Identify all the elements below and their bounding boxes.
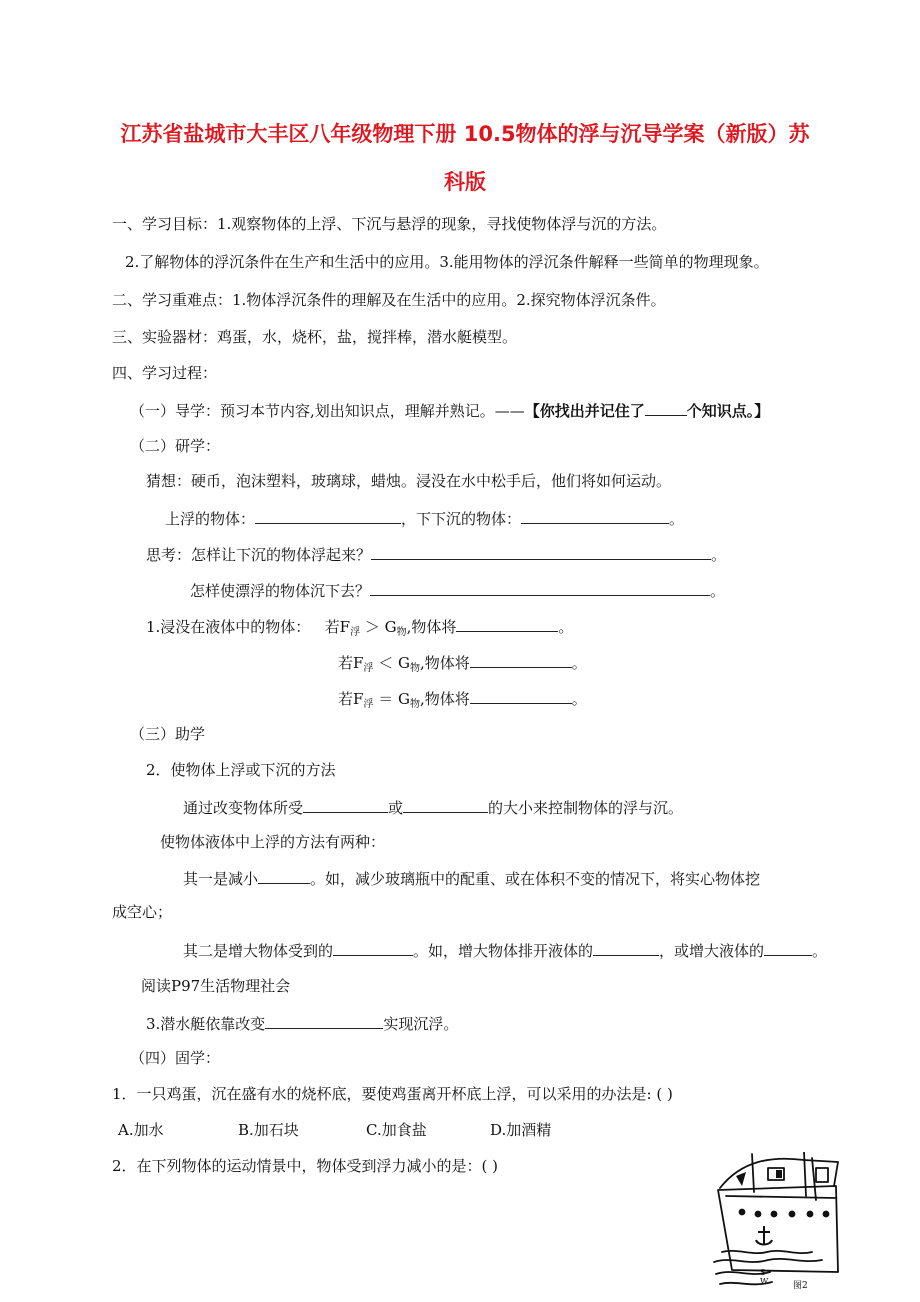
sink-label: ，下下沉的物体： bbox=[401, 510, 522, 528]
key-points: 二、学习重难点：1.物体浮沉条件的理解及在生活中的应用。2.探究物体浮沉条件。 bbox=[112, 291, 666, 309]
way-2-blank-1[interactable] bbox=[333, 940, 413, 956]
period: 。 bbox=[669, 510, 685, 528]
control-blank-2[interactable] bbox=[403, 797, 488, 813]
reading-text: 阅读P97生活物理社会 bbox=[141, 977, 291, 995]
condition-1-blank[interactable] bbox=[456, 616, 558, 632]
ship-illustration bbox=[712, 1152, 842, 1292]
control-text-a: 通过改变物体所受 bbox=[183, 799, 304, 817]
equal-g: ＝ G bbox=[378, 690, 410, 708]
condition-2-blank[interactable] bbox=[470, 652, 572, 668]
question-1-options bbox=[118, 1120, 570, 1140]
think-answer-2-blank[interactable] bbox=[370, 580, 710, 596]
object-will: ,物体将 bbox=[406, 618, 457, 636]
period: 。 bbox=[711, 546, 727, 564]
think-answer-1-blank[interactable] bbox=[371, 544, 711, 560]
subscript-float: 浮 bbox=[363, 699, 374, 710]
figure-marks: S W bbox=[760, 1268, 769, 1286]
help-heading: （三）助学 bbox=[130, 725, 206, 743]
period: 。 bbox=[571, 654, 587, 672]
submarine-row bbox=[146, 1013, 458, 1034]
way-1-row bbox=[183, 868, 760, 889]
condition-row-1 bbox=[146, 616, 573, 643]
way-2-blank-2[interactable] bbox=[593, 940, 659, 956]
float-objects-blank[interactable] bbox=[255, 508, 401, 524]
subscript-float: 浮 bbox=[350, 627, 361, 638]
period: 。 bbox=[812, 942, 828, 960]
submarine-text-b: 实现沉浮。 bbox=[383, 1015, 459, 1033]
question-2: 2．在下列物体的运动情景中，物体受到浮力减小的是：( ) bbox=[112, 1157, 499, 1175]
way-2-blank-3[interactable] bbox=[764, 940, 812, 956]
condition-intro: 1.浸没在液体中的物体： bbox=[146, 618, 311, 636]
document-title-line2: 科版 bbox=[444, 170, 486, 194]
question-1: 1．一只鸡蛋，沉在盛有水的烧杯底，要使鸡蛋离开杯底上浮，可以采用的办法是: ( ) bbox=[112, 1085, 673, 1103]
method-title: 2．使物体上浮或下沉的方法 bbox=[146, 761, 336, 779]
condition-row-3 bbox=[338, 688, 587, 715]
think-question-1: 思考：怎样让下沉的物体浮起来？ bbox=[146, 546, 372, 564]
document-title-line1: 江苏省盐城市大丰区八年级物理下册 10.5物体的浮与沉导学案（新版）苏 bbox=[120, 122, 810, 146]
subscript-object: 物 bbox=[409, 699, 420, 710]
guide-bold-a: 【你找出并记住了 bbox=[524, 402, 645, 420]
option-b[interactable]: B.加石块 bbox=[238, 1121, 299, 1139]
control-blank-1[interactable] bbox=[303, 797, 388, 813]
way-2-row bbox=[183, 940, 827, 961]
option-c[interactable]: C.加食盐 bbox=[366, 1121, 427, 1139]
period: 。 bbox=[710, 582, 726, 600]
float-label: 上浮的物体： bbox=[165, 510, 256, 528]
object-will: ,物体将 bbox=[419, 654, 470, 672]
float-sink-row bbox=[165, 508, 684, 529]
way-2-text-c: ，或增大液体的 bbox=[659, 942, 765, 960]
think-row-2 bbox=[190, 580, 725, 601]
condition-if-f: 若F bbox=[324, 618, 351, 636]
submarine-text-a: 3.潜水艇依靠改变 bbox=[146, 1015, 266, 1033]
figure-label: 图2 bbox=[793, 1281, 808, 1291]
option-a[interactable]: A.加水 bbox=[118, 1121, 164, 1139]
period: 。 bbox=[558, 618, 574, 636]
guide-bold-b: 个知识点。】 bbox=[686, 402, 770, 420]
guide-section bbox=[130, 400, 769, 421]
knowledge-count-blank[interactable] bbox=[645, 400, 687, 416]
condition-row-2 bbox=[338, 652, 587, 679]
option-d[interactable]: D.加酒精 bbox=[490, 1121, 552, 1139]
object-will: ,物体将 bbox=[419, 690, 470, 708]
process-heading: 四、学习过程： bbox=[112, 364, 218, 382]
guess-text: 猜想：硬币，泡沫塑料，玻璃球，蜡烛。浸没在水中松手后，他们将如何运动。 bbox=[146, 472, 672, 490]
way-2-text-a: 其二是增大物体受到的 bbox=[183, 942, 334, 960]
period: 。 bbox=[571, 690, 587, 708]
guide-text: （一）导学：预习本节内容,划出知识点，理解并熟记。—— bbox=[130, 402, 525, 420]
sink-objects-blank[interactable] bbox=[521, 508, 669, 524]
control-row bbox=[183, 797, 683, 818]
way-2-text-b: 。如，增大物体排开液体的 bbox=[413, 942, 594, 960]
research-heading: （二）研学： bbox=[130, 437, 221, 455]
learning-goals-line2: 2.了解物体的浮沉条件在生产和生活中的应用。3.能用物体的浮沉条件解释一些简单的物理现象。 bbox=[125, 253, 769, 271]
less-than-g: ＜ G bbox=[378, 654, 410, 672]
think-row-1 bbox=[146, 544, 726, 565]
way-1-blank[interactable] bbox=[258, 868, 310, 884]
two-ways-text: 使物体液体中上浮的方法有两种： bbox=[160, 833, 386, 851]
subscript-object: 物 bbox=[409, 663, 420, 674]
way-1-text-a: 其一是减小 bbox=[183, 870, 259, 888]
condition-if-f: 若F bbox=[338, 654, 364, 672]
condition-3-blank[interactable] bbox=[470, 688, 572, 704]
control-text-b: 的大小来控制物体的浮与沉。 bbox=[488, 799, 684, 817]
control-or: 或 bbox=[388, 799, 404, 817]
think-question-2: 怎样使漂浮的物体沉下去？ bbox=[190, 582, 371, 600]
learning-goals-line1: 一、学习目标：1.观察物体的上浮、下沉与悬浮的现象，寻找使物体浮与沉的方法。 bbox=[112, 215, 667, 233]
greater-than-g: ＞ G bbox=[364, 618, 397, 636]
submarine-blank[interactable] bbox=[265, 1013, 383, 1029]
condition-if-f: 若F bbox=[338, 690, 364, 708]
way-1-continued: 成空心； bbox=[112, 903, 173, 921]
consolidate-heading: （四）固学： bbox=[130, 1049, 221, 1067]
subscript-object: 物 bbox=[396, 627, 407, 638]
equipment: 三、实验器材：鸡蛋，水，烧杯，盐，搅拌棒，潜水艇模型。 bbox=[112, 328, 518, 346]
way-1-text-b: 。如，减少玻璃瓶中的配重、或在体积不变的情况下，将实心物体挖 bbox=[310, 870, 761, 888]
subscript-float: 浮 bbox=[363, 663, 374, 674]
